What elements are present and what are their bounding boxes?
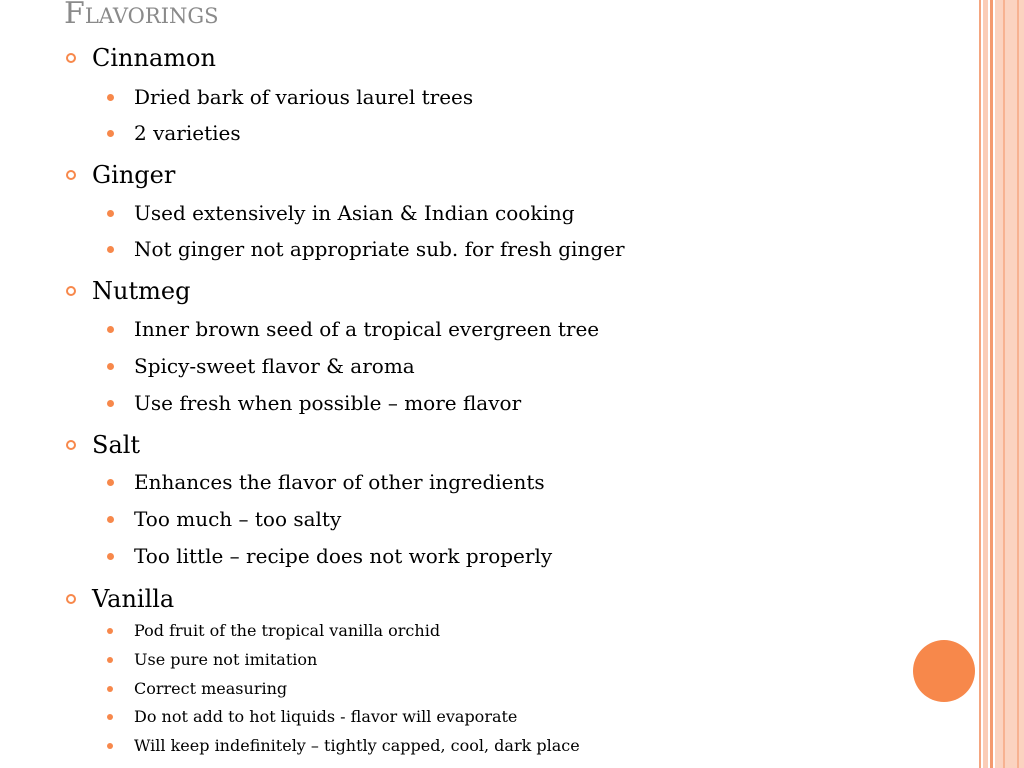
topic-cinnamon: Cinnamon: [92, 44, 216, 72]
dot-bullet-icon: [107, 210, 114, 217]
decorative-circle: [913, 640, 975, 702]
list-item: Correct measuring: [134, 679, 288, 698]
topic-vanilla: Vanilla: [92, 585, 175, 613]
list-item: Spicy-sweet flavor & aroma: [134, 354, 415, 378]
dot-bullet-icon: [107, 686, 113, 692]
list-item: Too much – too salty: [134, 507, 342, 531]
decorative-stripe: [990, 0, 993, 768]
list-item: Pod fruit of the tropical vanilla orchid: [134, 621, 441, 640]
dot-bullet-icon: [107, 714, 113, 720]
decorative-stripe: [1003, 0, 1005, 768]
topic-salt: Salt: [92, 431, 141, 459]
dot-bullet-icon: [107, 743, 113, 749]
decorative-stripe: [983, 0, 988, 768]
list-item: Enhances the flavor of other ingredients: [134, 470, 545, 494]
list-item: Too little – recipe does not work properly: [134, 544, 553, 568]
ring-bullet-icon: [66, 53, 76, 63]
ring-bullet-icon: [66, 440, 76, 450]
dot-bullet-icon: [107, 479, 114, 486]
list-item: Dried bark of various laurel trees: [134, 85, 474, 109]
decorative-stripe: [1017, 0, 1019, 768]
dot-bullet-icon: [107, 246, 114, 253]
decorative-stripe: [995, 0, 1024, 768]
dot-bullet-icon: [107, 400, 114, 407]
dot-bullet-icon: [107, 628, 113, 634]
ring-bullet-icon: [66, 286, 76, 296]
decorative-stripe: [979, 0, 981, 768]
slide-title: Flavorings: [64, 0, 219, 31]
list-item: Not ginger not appropriate sub. for fresh ginger: [134, 237, 625, 261]
dot-bullet-icon: [107, 516, 114, 523]
list-item: 2 varieties: [134, 121, 241, 145]
list-item: Do not add to hot liquids - flavor will evaporate: [134, 707, 518, 726]
list-item: Inner brown seed of a tropical evergreen tree: [134, 317, 600, 341]
dot-bullet-icon: [107, 94, 114, 101]
ring-bullet-icon: [66, 594, 76, 604]
topic-ginger: Ginger: [92, 161, 176, 189]
list-item: Will keep indefinitely – tightly capped, cool, dark place: [134, 736, 580, 755]
dot-bullet-icon: [107, 130, 114, 137]
list-item: Use fresh when possible – more flavor: [134, 391, 522, 415]
dot-bullet-icon: [107, 553, 114, 560]
dot-bullet-icon: [107, 363, 114, 370]
dot-bullet-icon: [107, 326, 114, 333]
dot-bullet-icon: [107, 657, 113, 663]
topic-nutmeg: Nutmeg: [92, 277, 191, 305]
list-item: Used extensively in Asian & Indian cooking: [134, 201, 575, 225]
list-item: Use pure not imitation: [134, 650, 318, 669]
ring-bullet-icon: [66, 170, 76, 180]
